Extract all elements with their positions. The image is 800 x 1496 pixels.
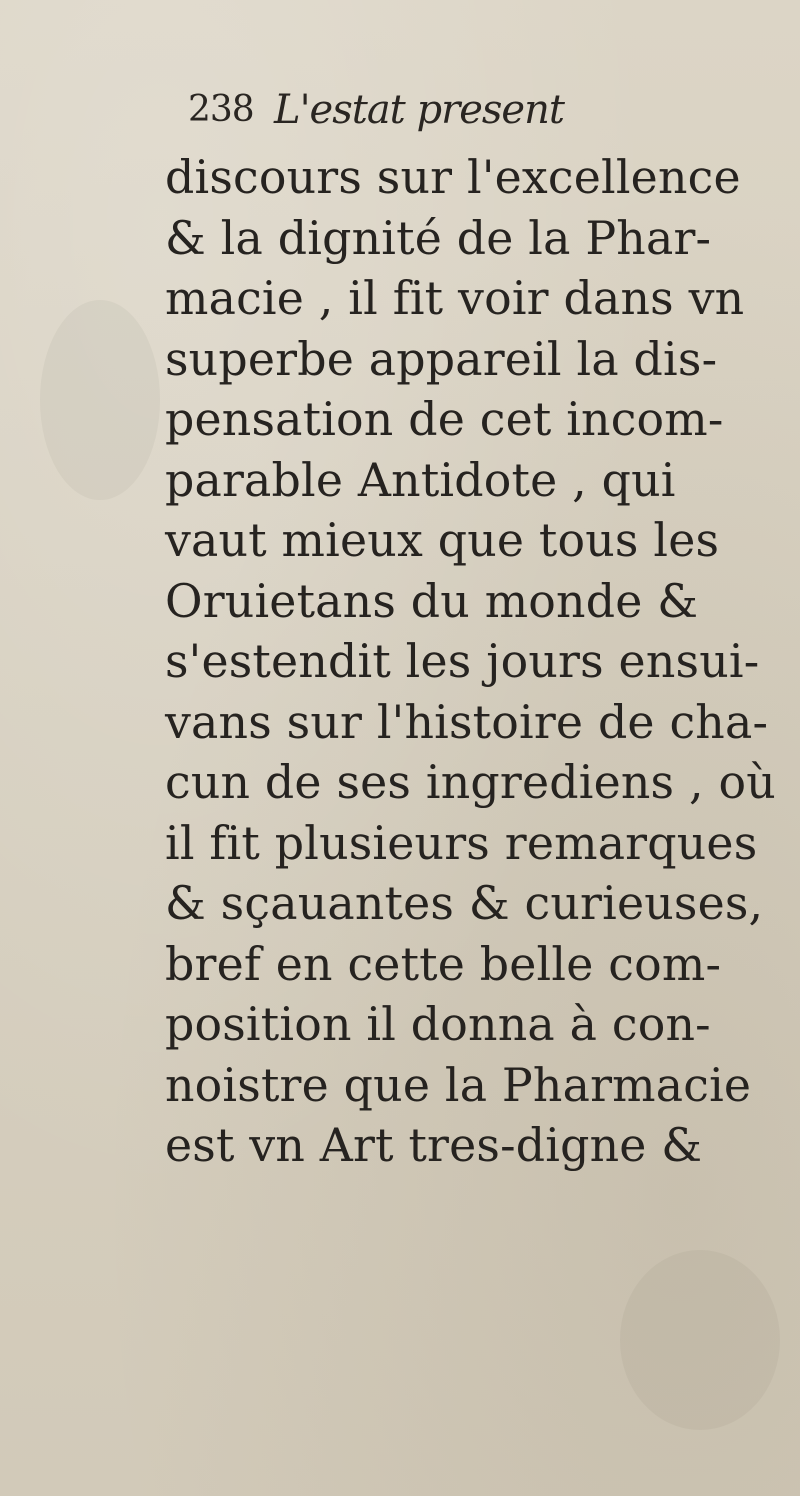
text-line: & la dignité de la Phar- [165, 211, 712, 265]
text-line: pensation de cet incom- [165, 393, 724, 446]
text-line: discours sur l'excellence [165, 151, 741, 204]
text-line: vaut mieux que tous les [165, 514, 720, 567]
text-line: superbe appareil la dis- [165, 332, 718, 386]
paper-stain [40, 300, 160, 500]
text-line: Oruietans du monde & [165, 574, 699, 628]
text-line: noistre que la Pharmacie [165, 1058, 752, 1112]
paper-stain [620, 1250, 780, 1430]
text-line: est vn Art tres-digne & [165, 1119, 703, 1172]
text-line: bref en cette belle com- [165, 937, 722, 991]
page-number: 238 [188, 89, 254, 130]
page-header [188, 88, 728, 150]
text-line: macie , il fit voir dans vn [165, 272, 745, 325]
text-line: vans sur l'histoire de cha- [165, 695, 769, 749]
text-line: parable Antidote , qui [165, 453, 676, 507]
body-text [165, 148, 795, 1177]
text-line: cun de ses ingrediens , où [165, 756, 776, 809]
text-line: il fit plusieurs remarques [165, 816, 758, 870]
text-line: s'estendit les jours ensui- [165, 635, 760, 688]
running-head: L'estat present [274, 87, 564, 133]
text-line: position il donna à con- [165, 998, 711, 1051]
text-line: & sçauantes & curieuses, [165, 877, 764, 930]
